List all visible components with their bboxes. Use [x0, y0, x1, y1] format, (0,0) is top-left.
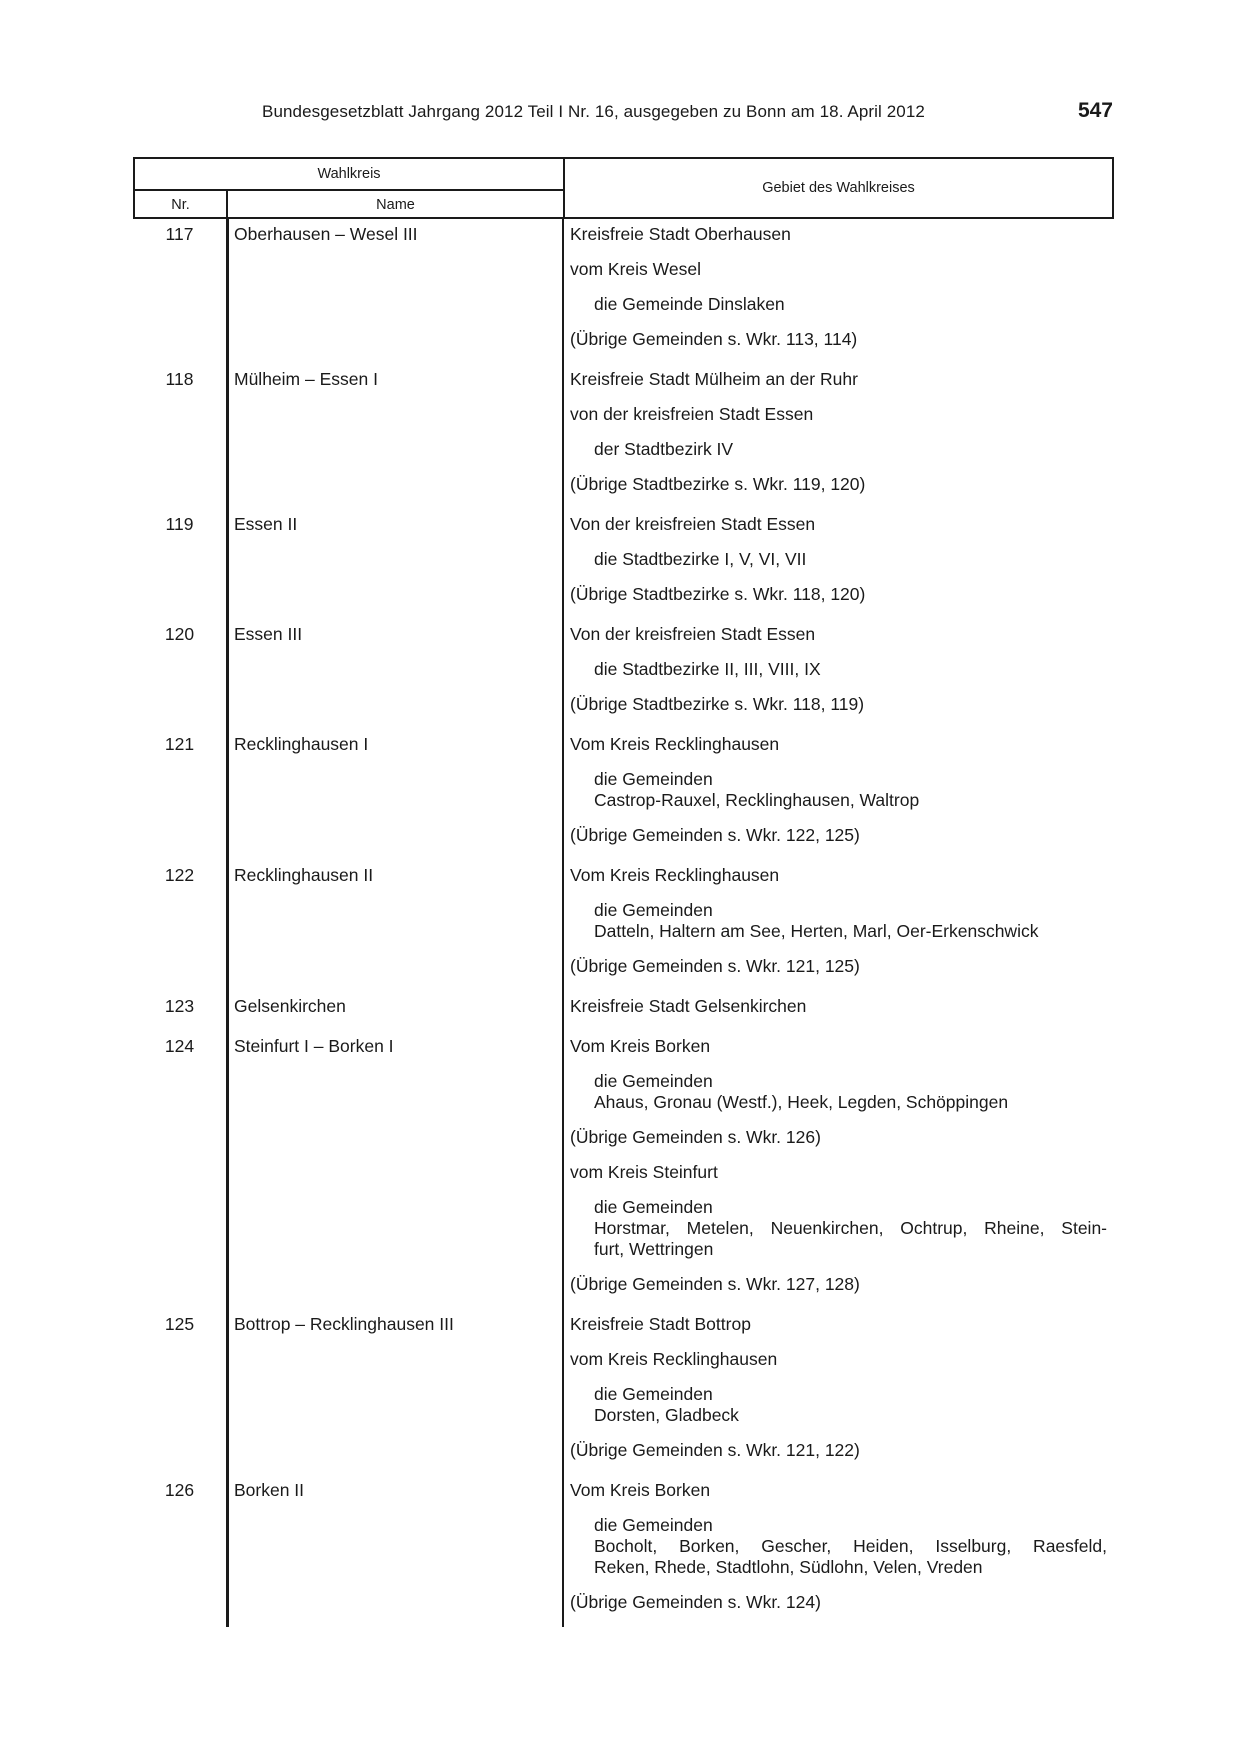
row-gebiet [570, 860, 1107, 977]
row-gebiet [570, 509, 1107, 605]
running-head: Bundesgesetzblatt Jahrgang 2012 Teil I Nr. 16, ausgegeben zu Bonn am 18. April 2012 [262, 102, 925, 121]
table-row [133, 1031, 1114, 1309]
gebiet-line: die Gemeinden [594, 900, 713, 920]
gebiet-line: vom Kreis Recklinghausen [570, 1349, 778, 1369]
table-row [133, 1309, 1114, 1475]
gebiet-line: Dorsten, Gladbeck [594, 1405, 739, 1425]
row-gebiet [570, 219, 1107, 350]
table-row [133, 509, 1114, 619]
row-nr: 125 [164, 1314, 195, 1334]
row-gebiet [570, 1309, 1107, 1461]
table-row [133, 991, 1114, 1031]
header-wahlkreis: Wahlkreis [135, 159, 565, 191]
gebiet-line: die Stadtbezirke I, V, VI, VII [594, 549, 807, 569]
gebiet-line: Ahaus, Gronau (Westf.), Heek, Legden, Schöppingen [594, 1092, 1009, 1112]
gebiet-block [570, 1071, 1107, 1113]
gebiet-line: (Übrige Stadtbezirke s. Wkr. 118, 119) [570, 694, 865, 714]
gebiet-line: von der kreisfreien Stadt Essen [570, 404, 814, 424]
row-name: Recklinghausen II [234, 865, 374, 885]
gebiet-block [570, 900, 1107, 942]
gebiet-block [570, 769, 1107, 811]
gebiet-line: Horstmar, Metelen, Neuenkirchen, Ochtrup, Rheine, Stein- [594, 1218, 1107, 1238]
row-gebiet [570, 1031, 1107, 1295]
gebiet-line: die Gemeinden [594, 1515, 713, 1535]
gebiet-line: die Gemeinden [594, 769, 713, 789]
gebiet-line: die Gemeinden [594, 1197, 713, 1217]
gebiet-line: furt, Wettringen [594, 1239, 714, 1259]
row-nr: 122 [164, 865, 195, 885]
gebiet-line: Kreisfreie Stadt Bottrop [570, 1314, 751, 1334]
table-row [133, 860, 1114, 991]
gebiet-line: (Übrige Stadtbezirke s. Wkr. 119, 120) [570, 474, 866, 494]
gebiet-line: vom Kreis Wesel [570, 259, 701, 279]
row-gebiet [570, 364, 1107, 495]
gebiet-line: die Stadtbezirke II, III, VIII, IX [594, 659, 821, 679]
gebiet-line: (Übrige Gemeinden s. Wkr. 121, 125) [570, 956, 860, 976]
gebiet-line: die Gemeinden [594, 1071, 713, 1091]
row-name: Bottrop – Recklinghausen III [234, 1314, 454, 1334]
row-name: Mülheim – Essen I [234, 369, 378, 389]
gebiet-block [570, 1384, 1107, 1426]
gebiet-line: die Gemeinde Dinslaken [594, 294, 785, 314]
row-nr: 126 [164, 1480, 195, 1500]
gebiet-line: der Stadtbezirk IV [594, 439, 734, 459]
page-number: 547 [1077, 99, 1113, 122]
gebiet-line: Vom Kreis Recklinghausen [570, 865, 780, 885]
gebiet-line: Castrop-Rauxel, Recklinghausen, Waltrop [594, 790, 920, 810]
row-nr: 117 [165, 224, 194, 244]
gebiet-line: (Übrige Gemeinden s. Wkr. 126) [570, 1127, 821, 1147]
gebiet-line: (Übrige Gemeinden s. Wkr. 113, 114) [570, 329, 858, 349]
header-name: Name [228, 191, 565, 219]
gebiet-line: Kreisfreie Stadt Mülheim an der Ruhr [570, 369, 858, 389]
gebiet-line: (Übrige Gemeinden s. Wkr. 121, 122) [570, 1440, 860, 1460]
header-gebiet: Gebiet des Wahlkreises [762, 180, 915, 196]
gebiet-line: Kreisfreie Stadt Gelsenkirchen [570, 996, 807, 1016]
gebiet-line: Von der kreisfreien Stadt Essen [570, 514, 816, 534]
row-gebiet [570, 1475, 1107, 1613]
gebiet-line: Vom Kreis Recklinghausen [570, 734, 780, 754]
row-name: Borken II [234, 1480, 305, 1500]
table-row [133, 729, 1114, 860]
gebiet-line: vom Kreis Steinfurt [570, 1162, 718, 1182]
wahlkreis-table [133, 157, 1114, 1627]
gebiet-line: Datteln, Haltern am See, Herten, Marl, Oer-Erkenschwick [594, 921, 1039, 941]
gebiet-block [570, 1197, 1107, 1260]
row-nr: 123 [164, 996, 195, 1016]
row-name: Gelsenkirchen [234, 996, 346, 1016]
gebiet-line: (Übrige Gemeinden s. Wkr. 124) [570, 1592, 821, 1612]
row-nr: 121 [164, 734, 195, 754]
gebiet-line: Vom Kreis Borken [570, 1036, 711, 1056]
gebiet-line: Kreisfreie Stadt Oberhausen [570, 224, 791, 244]
row-name: Recklinghausen I [234, 734, 369, 754]
row-gebiet [570, 991, 1107, 1017]
gebiet-line: Vom Kreis Borken [570, 1480, 711, 1500]
table-body [133, 219, 1114, 1627]
row-nr: 118 [165, 369, 194, 389]
row-name: Oberhausen – Wesel III [234, 224, 418, 244]
row-name: Steinfurt I – Borken I [234, 1036, 394, 1056]
gebiet-line: die Gemeinden [594, 1384, 713, 1404]
row-name: Essen II [234, 514, 298, 534]
row-nr: 120 [164, 624, 195, 644]
gebiet-block [570, 1515, 1107, 1578]
table-header [133, 157, 1114, 219]
table-row [133, 219, 1114, 364]
gebiet-line: Von der kreisfreien Stadt Essen [570, 624, 816, 644]
table-row [133, 619, 1114, 729]
row-nr: 124 [164, 1036, 195, 1056]
gebiet-line: Bocholt, Borken, Gescher, Heiden, Isselburg, Raesfeld, [594, 1536, 1107, 1556]
row-gebiet [570, 729, 1107, 846]
gebiet-line: (Übrige Gemeinden s. Wkr. 127, 128) [570, 1274, 860, 1294]
row-gebiet [570, 619, 1107, 715]
gebiet-line: Reken, Rhede, Stadtlohn, Südlohn, Velen, Vreden [594, 1557, 983, 1577]
gebiet-line: (Übrige Stadtbezirke s. Wkr. 118, 120) [570, 584, 866, 604]
row-name: Essen III [234, 624, 303, 644]
gebiet-line: (Übrige Gemeinden s. Wkr. 122, 125) [570, 825, 860, 845]
row-nr: 119 [165, 514, 194, 534]
table-row [133, 1475, 1114, 1627]
header-nr: Nr. [135, 191, 228, 219]
table-row [133, 364, 1114, 509]
